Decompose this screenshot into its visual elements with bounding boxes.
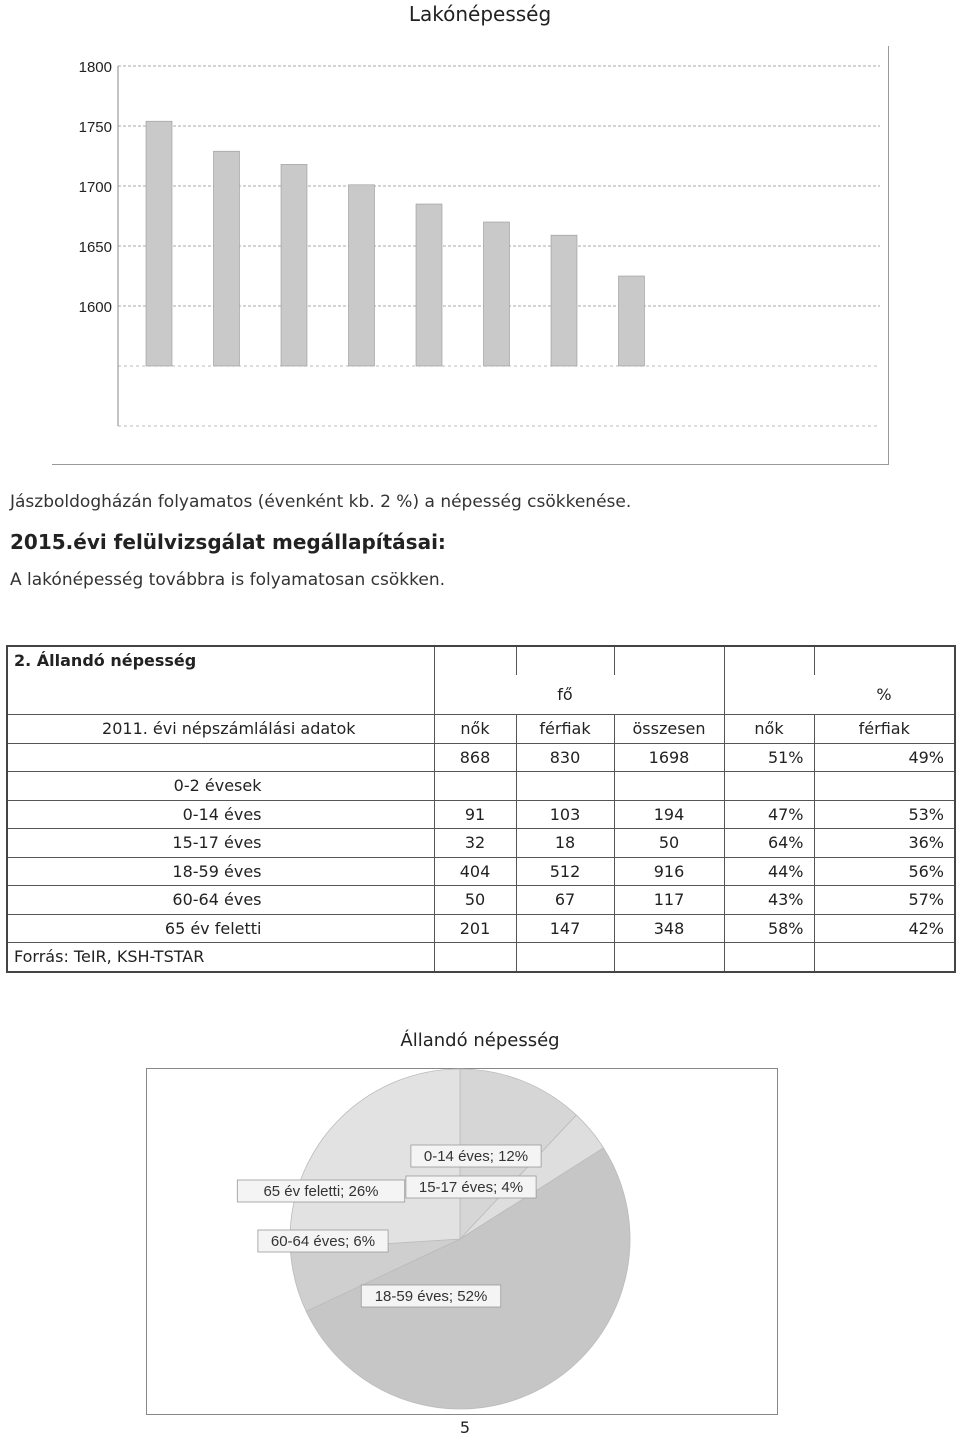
table-cell: 348 [614, 914, 724, 943]
column-header: férfiak [516, 715, 614, 744]
chart-title: Lakónépesség [408, 2, 552, 26]
table-cell: 64% [724, 829, 814, 858]
table-header-row [7, 715, 955, 744]
table-cell [434, 772, 516, 801]
table-title-row [7, 646, 955, 675]
table-unit-row [7, 675, 955, 715]
pie-chart-title: Állandó népesség [400, 1030, 560, 1051]
table-cell: 56% [814, 857, 955, 886]
table-cell: 42% [814, 914, 955, 943]
y-tick-label: 1800 [78, 59, 112, 76]
table-row [7, 829, 955, 858]
table-row [7, 886, 955, 915]
page-number: 5 [459, 1418, 471, 1437]
total-cell: 868 [434, 743, 516, 772]
table-cell: 512 [516, 857, 614, 886]
header-label: 2011. évi népszámlálási adatok [7, 715, 434, 744]
table-cell [724, 772, 814, 801]
total-cell: 830 [516, 743, 614, 772]
row-label: 15-17 éves [7, 829, 434, 858]
population-table [6, 645, 956, 973]
row-label: 65 év feletti [7, 914, 434, 943]
bar [484, 222, 510, 366]
data-label: 65 év feletti; 26% [263, 1183, 379, 1200]
section-heading: 2015.évi felülvizsgálat megállapításai: [10, 530, 446, 554]
total-cell: 51% [724, 743, 814, 772]
y-tick-label: 1700 [78, 179, 112, 196]
column-header: férfiak [814, 715, 955, 744]
table-cell: 32 [434, 829, 516, 858]
bar [619, 276, 645, 366]
table-row [7, 914, 955, 943]
table-cell: 36% [814, 829, 955, 858]
row-label: 18-59 éves [7, 857, 434, 886]
table-cell: 50 [614, 829, 724, 858]
table-cell: 916 [614, 857, 724, 886]
table-cell: 47% [724, 800, 814, 829]
table-cell: 117 [614, 886, 724, 915]
table-row [7, 772, 955, 801]
y-tick-label: 1750 [78, 119, 112, 136]
row-label: 0-2 évesek [7, 772, 434, 801]
bar [214, 151, 240, 366]
table-cell: 58% [724, 914, 814, 943]
table-cell [814, 772, 955, 801]
bar [349, 185, 375, 366]
table-row [7, 857, 955, 886]
table-cell: 404 [434, 857, 516, 886]
pie-chart [146, 1068, 776, 1413]
row-label: 60-64 éves [7, 886, 434, 915]
row-label: 0-14 éves [7, 800, 434, 829]
table-cell: 147 [516, 914, 614, 943]
table-title: 2. Állandó népesség [14, 651, 197, 671]
column-header: összesen [614, 715, 724, 744]
table-cell: 57% [814, 886, 955, 915]
table-cell: 44% [724, 857, 814, 886]
table-source: Forrás: TeIR, KSH-TSTAR [7, 943, 434, 972]
data-label: 18-59 éves; 52% [374, 1288, 488, 1305]
paragraph-finding: A lakónépesség továbbra is folyamatosan csökken. [10, 570, 445, 590]
table-source-row [7, 943, 955, 972]
y-tick-label: 1600 [78, 299, 112, 316]
unit-fo: fő [557, 684, 573, 704]
y-tick-label: 1650 [78, 239, 112, 256]
table-cell: 201 [434, 914, 516, 943]
unit-percent: % [876, 684, 892, 704]
table-cell [614, 772, 724, 801]
bar [551, 235, 577, 366]
table-total-row [7, 743, 955, 772]
table-cell: 67 [516, 886, 614, 915]
data-label: 60-64 éves; 6% [270, 1233, 376, 1250]
column-header: nők [434, 715, 516, 744]
bar [281, 164, 307, 366]
bar [416, 204, 442, 366]
total-cell: 1698 [614, 743, 724, 772]
table-cell: 43% [724, 886, 814, 915]
bar [146, 121, 172, 366]
total-cell: 49% [814, 743, 955, 772]
table-cell: 194 [614, 800, 724, 829]
table-cell: 103 [516, 800, 614, 829]
bar-chart [0, 40, 900, 470]
table-cell [516, 772, 614, 801]
column-header: nők [724, 715, 814, 744]
table-row [7, 800, 955, 829]
table-cell: 18 [516, 829, 614, 858]
table-cell: 91 [434, 800, 516, 829]
table-cell: 50 [434, 886, 516, 915]
paragraph-decline: Jászboldogházán folyamatos (évenként kb. 2 %) a népesség csökkenése. [10, 492, 632, 512]
table-cell: 53% [814, 800, 955, 829]
data-label: 0-14 éves; 12% [423, 1148, 529, 1165]
data-label: 15-17 éves; 4% [418, 1179, 524, 1196]
